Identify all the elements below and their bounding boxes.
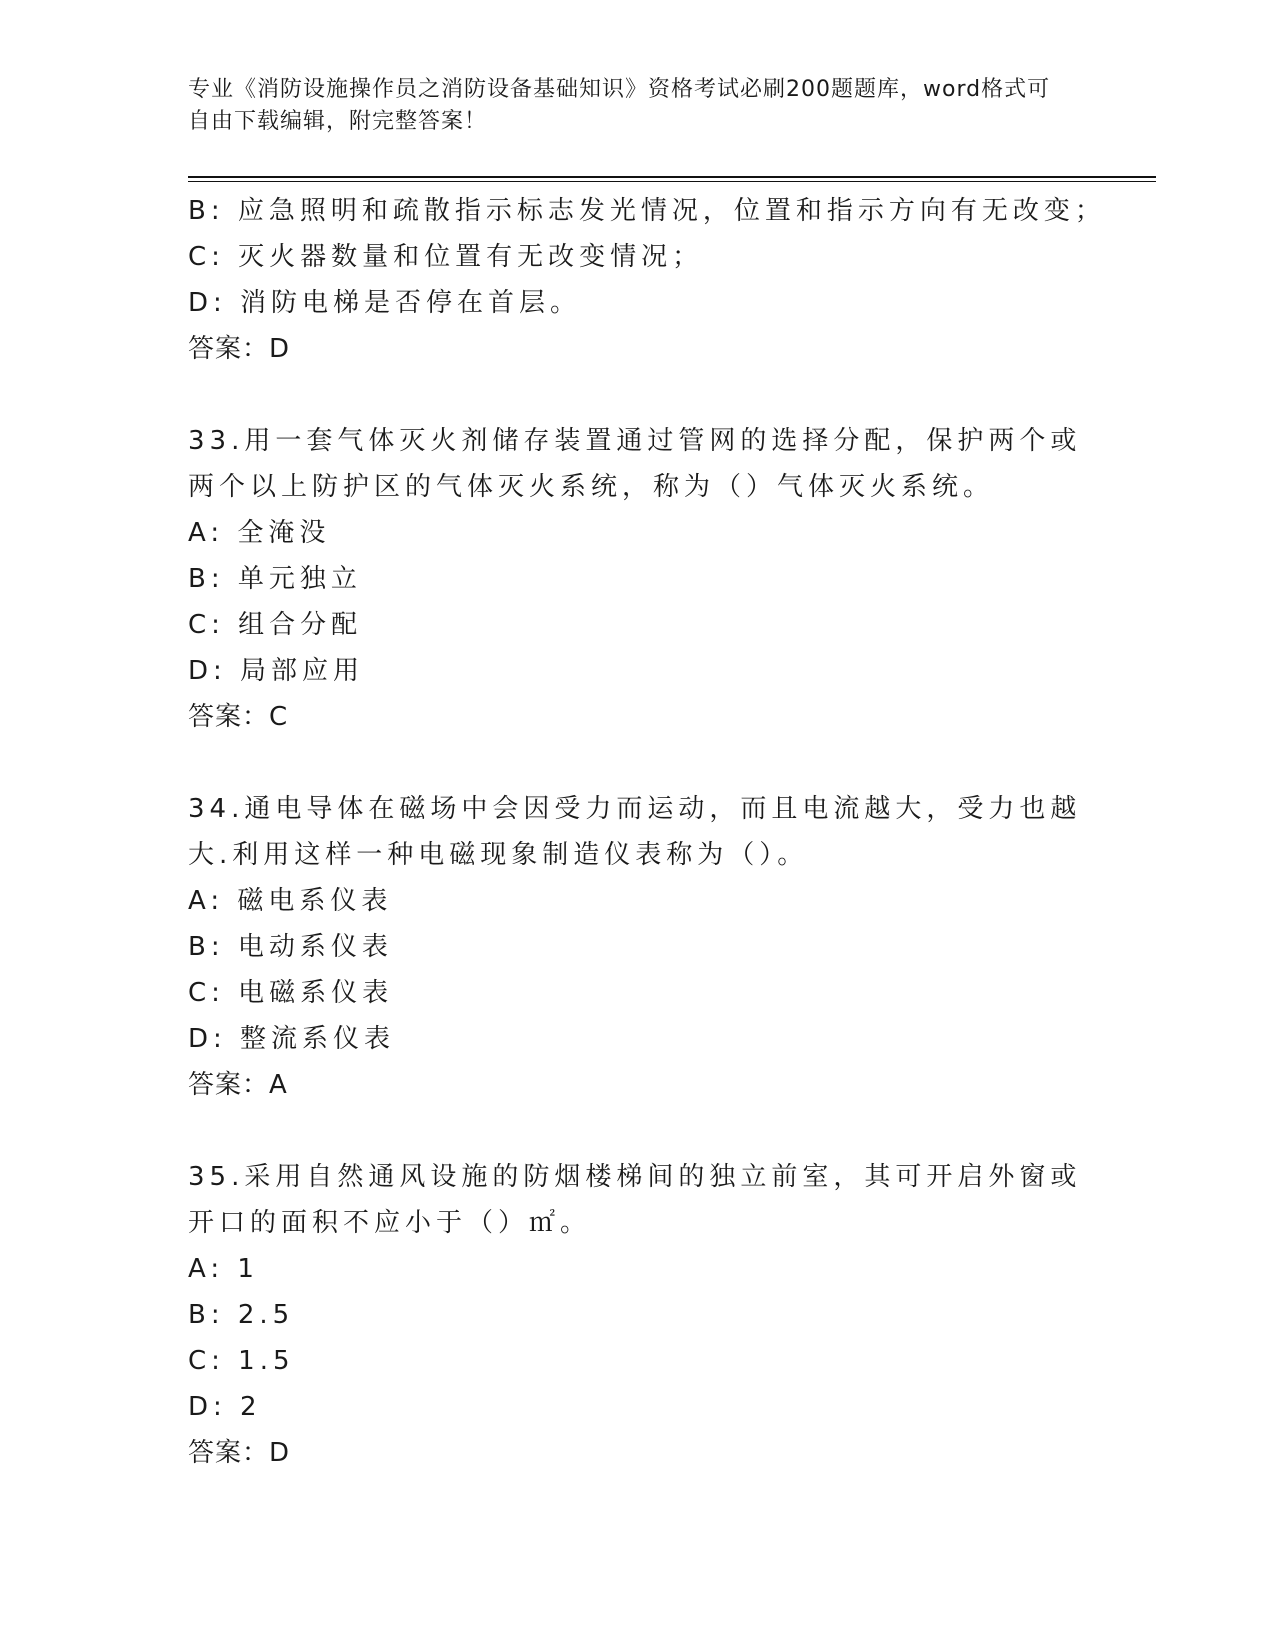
question-32-continued bbox=[188, 188, 1106, 372]
option-c: C: 1.5 bbox=[188, 1346, 295, 1376]
option-c: C: 组合分配 bbox=[188, 610, 363, 640]
spacer bbox=[188, 372, 1088, 418]
option-a: A: 1 bbox=[188, 1254, 259, 1284]
option-b: B: 电动系仪表 bbox=[188, 932, 393, 962]
document-header: 专业《消防设施操作员之消防设备基础知识》资格考试必刷200题题库，word格式可自由下载编辑，附完整答案！ bbox=[188, 77, 1051, 134]
question-list bbox=[188, 188, 1106, 1476]
option-c: C: 电磁系仪表 bbox=[188, 978, 394, 1008]
question-33 bbox=[188, 418, 1088, 740]
option-a: A: 全淹没 bbox=[188, 518, 331, 548]
answer: 答案：D bbox=[188, 334, 291, 364]
option-d: D: 整流系仪表 bbox=[188, 1024, 396, 1054]
question-stem: 35.采用自然通风设施的防烟楼梯间的独立前室，其可开启外窗或开口的面积不应小于（）㎡。 bbox=[188, 1162, 1082, 1238]
answer: 答案：A bbox=[188, 1070, 288, 1100]
spacer bbox=[188, 740, 1088, 786]
header-divider-thick bbox=[188, 176, 1156, 178]
question-34 bbox=[188, 786, 1088, 1108]
header-divider-thin bbox=[188, 181, 1156, 182]
option-d: D: 2 bbox=[188, 1392, 262, 1422]
question-stem: 34.通电导体在磁场中会因受力而运动，而且电流越大，受力也越大.利用这样一种电磁现象制造仪表称为（）。 bbox=[188, 794, 1082, 870]
question-35 bbox=[188, 1154, 1088, 1476]
option-d: D: 消防电梯是否停在首层。 bbox=[188, 288, 582, 318]
option-d: D: 局部应用 bbox=[188, 656, 365, 686]
answer: 答案：D bbox=[188, 1438, 291, 1468]
option-a: A: 磁电系仪表 bbox=[188, 886, 393, 916]
option-b: B: 单元独立 bbox=[188, 564, 362, 594]
answer: 答案：C bbox=[188, 702, 289, 732]
spacer bbox=[188, 1108, 1088, 1154]
option-b: B: 应急照明和疏散指示标志发光情况，位置和指示方向有无改变； bbox=[188, 196, 1106, 226]
question-stem: 33.用一套气体灭火剂储存装置通过管网的选择分配，保护两个或两个以上防护区的气体灭火系统，称为（）气体灭火系统。 bbox=[188, 426, 1082, 502]
option-c: C: 灭火器数量和位置有无改变情况； bbox=[188, 242, 704, 272]
option-b: B: 2.5 bbox=[188, 1300, 295, 1330]
